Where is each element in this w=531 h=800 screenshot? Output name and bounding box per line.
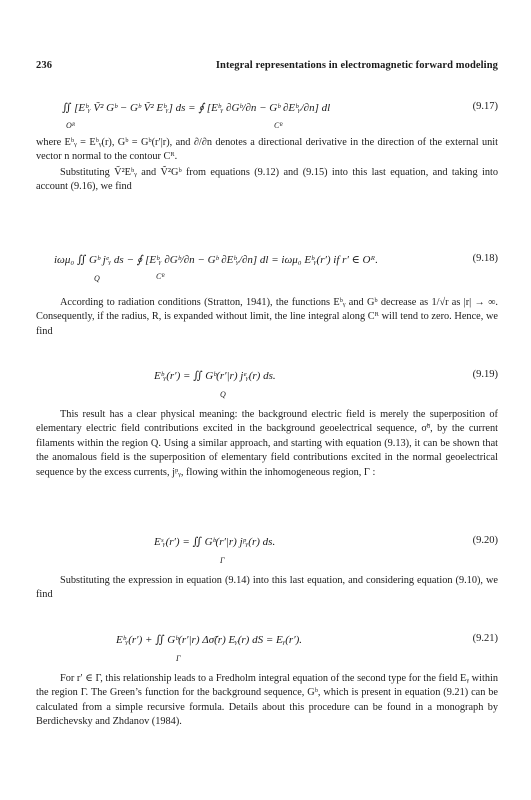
equation-formula: Eᵇᵧ(r′) = ∬ Gᵇ(r′|r) jᵉᵧ(r) ds.	[154, 370, 276, 382]
paragraph: Substituting Ṽ²Eᵇᵧ and Ṽ²Gᵇ from equations (9.12) and (9.15) into this last equation, and taking into account (9.16), we find	[36, 167, 498, 193]
running-title: Integral representations in electromagnetic forward modeling	[215, 60, 498, 71]
equation-number: (9.21)	[472, 633, 498, 644]
equation-formula: ∬ [Eᵇᵧ Ṽ² Gᵇ − Gᵇ Ṽ² Eᵇᵧ] ds = ∮ [Eᵇᵧ ∂Gᵇ/∂n − Gᵇ ∂Eᵇᵧ/∂n] dl	[62, 102, 331, 114]
paragraph: This result has a clear physical meaning: the background electric field is merely the superposition of elementary electric field contributions excited in the background geoelectrical sequence, σ̃ᵇ, by the current filaments within the region Q. Using a similar approach, and starting with equation (9.13), it can be shown that the anomalous field is the superposition of elementary field contributions excited in the normal geoelectrical sequence by the excess currents, jᵖᵧ, flowing within the inhomogeneous region, Γ :	[36, 409, 498, 478]
equation-formula: iωμ₀ ∬ Gᵇ jᵉᵧ ds − ∮ [Eᵇᵧ ∂Gᵇ/∂n − Gᵇ ∂Eᵇᵧ/∂n] dl = iωμ₀ Eᵇᵧ(r′) if r′ ∈ Oᴿ.	[54, 254, 378, 266]
equation-number: (9.20)	[472, 535, 498, 546]
paragraph: For r′ ∈ Γ, this relationship leads to a Fredholm integral equation of the second type for the field Eᵧ within the region Γ. The Green’s function for the background sequence, Gᵇ, which is present in equation (9.21) can be calculated from a simple recursive formula. Details about this procedure can be found in a monograph by Berdichevsky and Zhdanov (1984).	[36, 673, 498, 728]
equation-formula: Eˢᵧ(r′) = ∬ Gᵇ(r′|r) jᵖᵧ(r) ds.	[154, 536, 276, 548]
running-head	[36, 60, 498, 71]
equation-9-19	[36, 356, 498, 399]
paragraph: where Eᵇᵧ = Eᵇᵧ(r), Gᵇ = Gᵇ(r′|r), and ∂/∂n denotes a directional derivative in the direction of the external unit vector n normal to the contour Cᴿ.	[36, 137, 498, 163]
equation-subscript: Q	[94, 274, 100, 283]
equation-9-18	[36, 240, 498, 283]
equation-subscript: Γ	[220, 556, 225, 565]
equation-9-17	[36, 88, 498, 128]
equation-9-21	[36, 620, 498, 663]
equation-formula: Eᵇᵧ(r′) + ∬ Gᵇ(r′|r) Δσ̃(r) Eᵧ(r) dS = Eᵧ(r′).	[116, 634, 303, 646]
equation-number: (9.18)	[472, 253, 498, 264]
equation-subscript: Cᴿ	[156, 272, 165, 281]
equation-subscript: Oᴿ	[66, 121, 76, 130]
paragraph: Substituting the expression in equation (9.14) into this last equation, and considering equation (9.10), we find	[36, 575, 498, 601]
equation-9-20	[36, 522, 498, 565]
equation-subscript: Γ	[176, 654, 181, 663]
equation-subscript: Cᴿ	[274, 121, 283, 130]
paragraph: According to radiation conditions (Stratton, 1941), the functions Eᵇᵧ and Gᵇ decrease as 1/√r as |r| → ∞. Consequently, if the radius, R, is expanded without limit, the line integral along Cᴿ will tend to zero. Hence, we find	[36, 297, 498, 337]
page-number: 236	[36, 60, 53, 71]
equation-number: (9.17)	[472, 101, 498, 112]
equation-subscript: Q	[220, 390, 226, 399]
equation-number: (9.19)	[472, 369, 498, 380]
